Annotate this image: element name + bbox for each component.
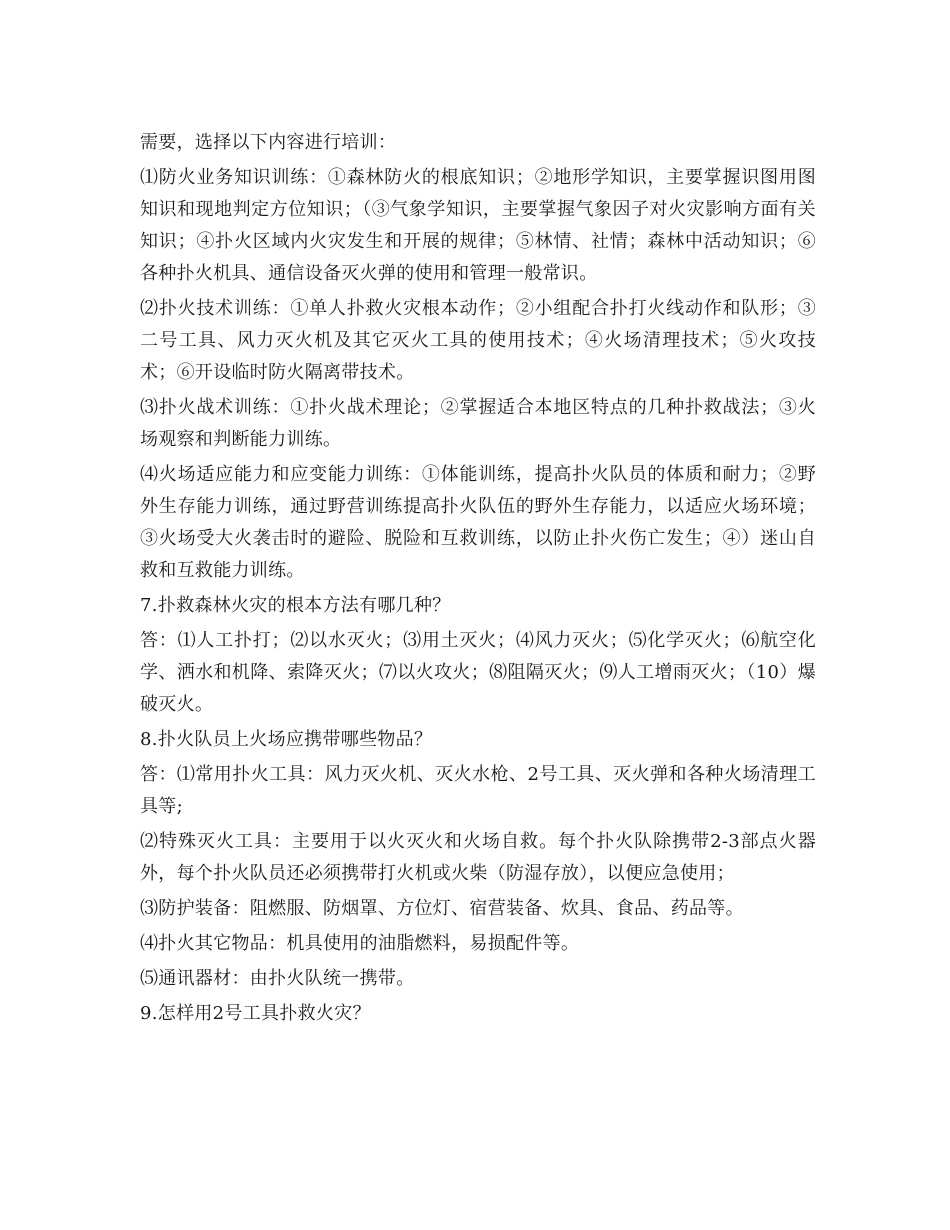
answer-8-communication: ⑸通讯器材：由扑火队统一携带。 (140, 968, 415, 989)
answer-7: 答：⑴人工扑打；⑵以水灭火；⑶用土灭火；⑷风力灭火；⑸化学灭火；⑹航空化学、洒水和机降、索降灭火；⑺以火攻火；⑻阻隔灭火；⑼人工增雨灭火；（10）爆破灭火。 (140, 630, 816, 715)
document-body (140, 127, 816, 1033)
paragraph-fire-knowledge-training: ⑴防火业务知识训练：①森林防火的根底知识；②地形学知识，主要掌握识图用图知识和现地判定方位知识；（③气象学知识，主要掌握气象因子对火灾影响方面有关知识；④扑火区域内火灾发生和开展的规律；⑤林情、社情；森林中活动知识；⑥各种扑火机具、通信设备灭火弹的使用和管理一般常识。 (140, 167, 816, 284)
answer-8-other-items: ⑷扑火其它物品：机具使用的油脂燃料，易损配件等。 (140, 933, 580, 954)
question-9-heading: 9.怎样用2号工具扑救火灾？ (140, 1003, 371, 1024)
answer-8-common-tools: 答：⑴常用扑火工具：风力灭火机、灭火水枪、2号工具、灭火弹和各种火场清理工具等; (140, 764, 816, 817)
paragraph-firefighting-technique-training: ⑵扑火技术训练：①单人扑救火灾根本动作；②小组配合扑打火线动作和队形；③二号工具、风力灭火机及其它灭火工具的使用技术；④火场清理技术；⑤火攻技术；⑥开设临时防火隔离带技术。 (140, 298, 816, 383)
paragraph-adaptability-training: ⑷火场适应能力和应变能力训练：①体能训练，提高扑火队员的体质和耐力；②野外生存能力训练，通过野营训练提高扑火队伍的野外生存能力，以适应火场环境；③火场受大火袭击时的避险、脱险和互救训练，以防止扑火伤亡发生；④）迷山自救和互救能力训练。 (140, 464, 816, 581)
question-7-heading: 7.扑救森林火灾的根本方法有哪几种？ (140, 595, 451, 616)
paragraph-intro: 需要，选择以下内容进行培训： (140, 132, 397, 153)
paragraph-firefighting-tactics-training: ⑶扑火战术训练：①扑火战术理论；②掌握适合本地区特点的几种扑救战法；③火场观察和判断能力训练。 (140, 397, 816, 450)
answer-8-protective-gear: ⑶防护装备：阻燃服、防烟罩、方位灯、宿营装备、炊具、食品、药品等。 (140, 898, 744, 919)
answer-8-special-tools: ⑵特殊灭火工具：主要用于以火灭火和火场自救。每个扑火队除携带2-3部点火器外，每个扑火队员还必须携带打火机或火柴（防湿存放），以便应急使用； (140, 831, 816, 884)
question-8-heading: 8.扑火队员上火场应携带哪些物品？ (140, 729, 433, 750)
